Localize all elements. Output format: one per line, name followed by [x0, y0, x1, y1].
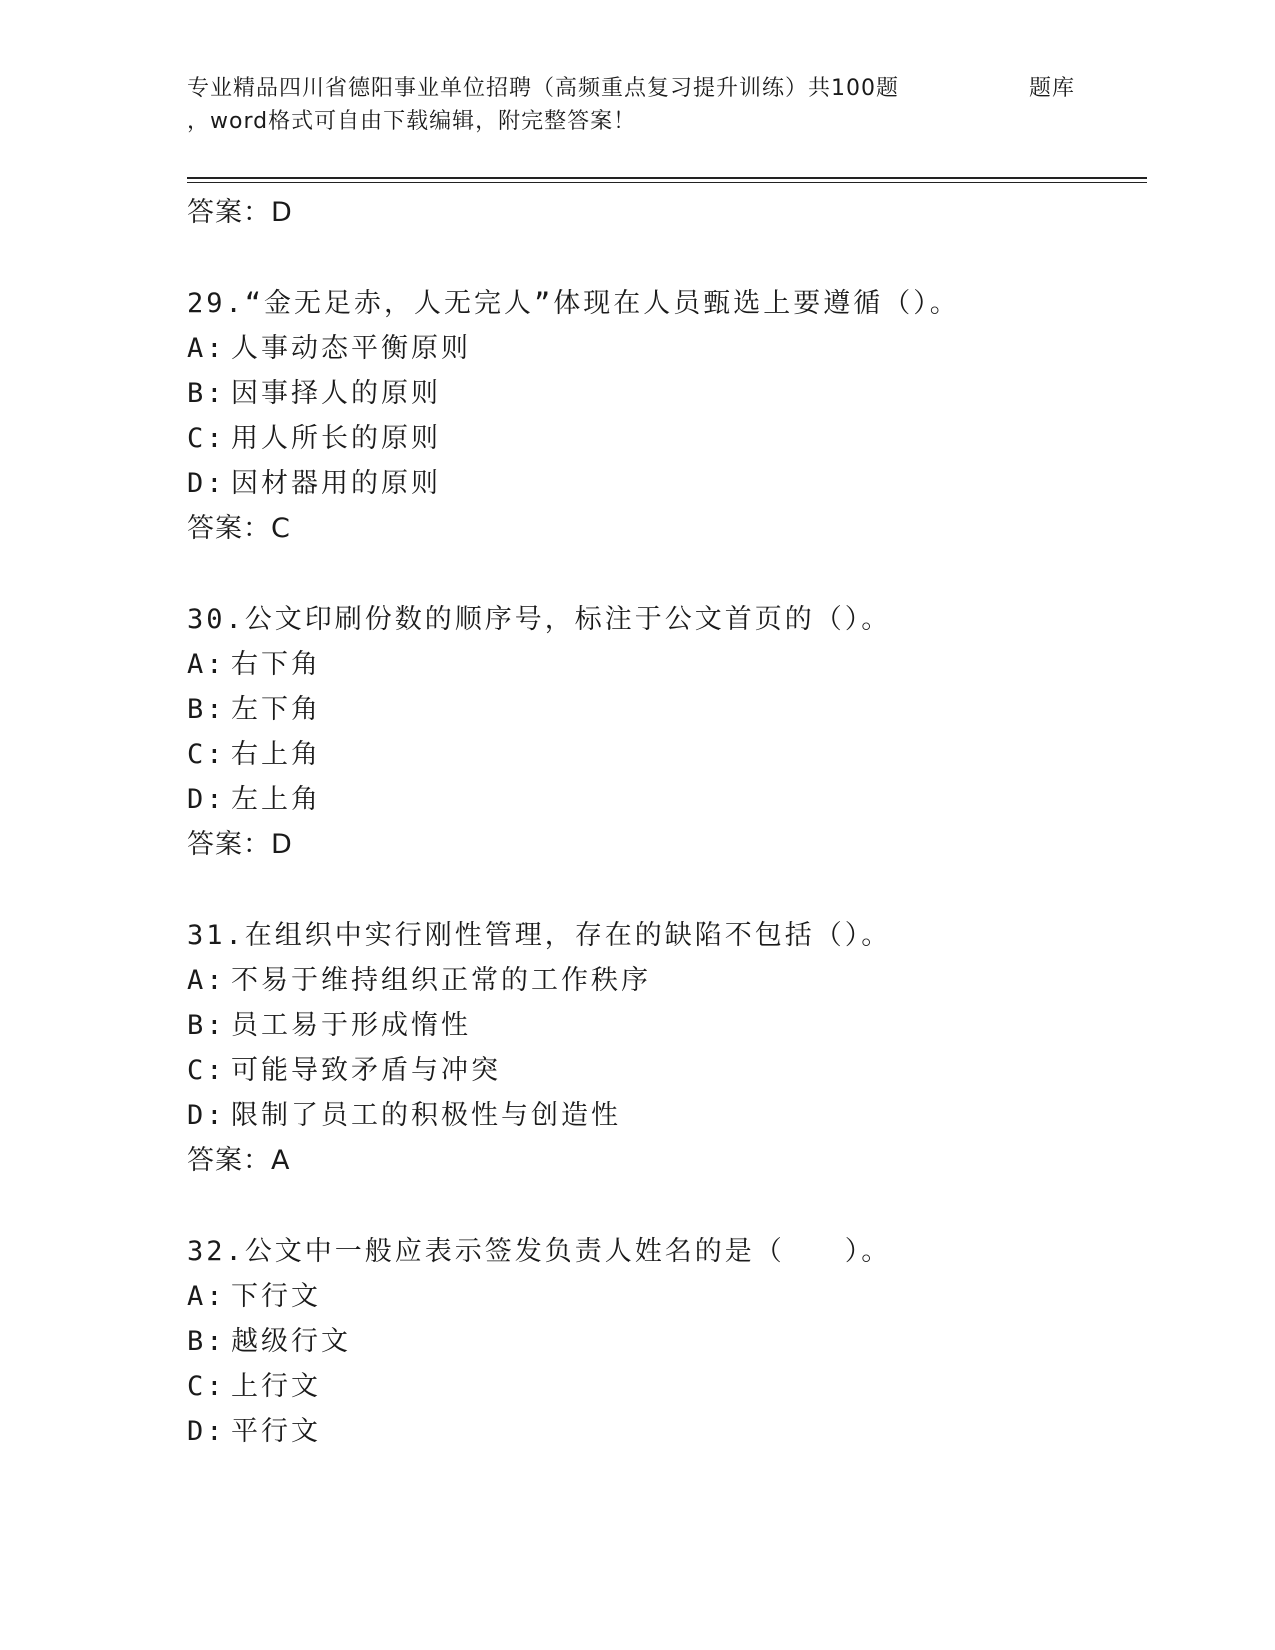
option-letter: D:	[187, 1416, 226, 1447]
question-stem: 32.公文中一般应表示签发负责人姓名的是（ ）。	[187, 1236, 892, 1267]
question-list	[187, 190, 1147, 1454]
option-b	[187, 1003, 1147, 1048]
option-letter: D:	[187, 784, 226, 815]
option-text: 员工易于形成惰性	[231, 1010, 471, 1041]
option-text: 因事择人的原则	[231, 378, 441, 409]
option-b	[187, 1319, 1147, 1364]
option-letter: B:	[187, 1010, 226, 1041]
option-letter: A:	[187, 333, 226, 364]
header-title-line: 专业精品四川省德阳事业单位招聘（高频重点复习提升训练）共100题	[187, 76, 899, 101]
option-d	[187, 1409, 1147, 1454]
option-letter: C:	[187, 423, 226, 454]
option-c	[187, 732, 1147, 777]
question-stem: 29.“金无足赤，人无完人”体现在人员甄选上要遵循（）。	[187, 288, 960, 319]
answer-line: 答案：D	[187, 829, 293, 860]
option-letter: B:	[187, 694, 226, 725]
option-letter: C:	[187, 739, 226, 770]
option-c	[187, 1364, 1147, 1409]
option-letter: D:	[187, 1100, 226, 1131]
option-a	[187, 958, 1147, 1003]
option-text: 左下角	[231, 694, 321, 725]
option-b	[187, 371, 1147, 416]
option-text: 可能导致矛盾与冲突	[231, 1055, 501, 1086]
option-d	[187, 777, 1147, 822]
option-a	[187, 326, 1147, 371]
option-letter: D:	[187, 468, 226, 499]
answer-line: 答案：C	[187, 513, 291, 544]
option-b	[187, 687, 1147, 732]
option-text: 左上角	[231, 784, 321, 815]
option-letter: B:	[187, 378, 226, 409]
option-c	[187, 416, 1147, 461]
option-text: 用人所长的原则	[231, 423, 441, 454]
option-letter: B:	[187, 1326, 226, 1357]
option-text: 上行文	[231, 1371, 321, 1402]
option-letter: A:	[187, 649, 226, 680]
option-text: 人事动态平衡原则	[231, 333, 471, 364]
option-text: 平行文	[231, 1416, 321, 1447]
option-text: 右下角	[231, 649, 321, 680]
option-text: 下行文	[231, 1281, 321, 1312]
option-letter: A:	[187, 965, 226, 996]
answer-line: 答案：D	[187, 197, 293, 228]
option-a	[187, 642, 1147, 687]
option-text: 右上角	[231, 739, 321, 770]
option-text: 限制了员工的积极性与创造性	[231, 1100, 621, 1131]
option-letter: C:	[187, 1371, 226, 1402]
option-text: 越级行文	[231, 1326, 351, 1357]
page-header	[187, 72, 1147, 138]
option-text: 因材器用的原则	[231, 468, 441, 499]
option-letter: A:	[187, 1281, 226, 1312]
option-d	[187, 1093, 1147, 1138]
header-tag: 题库	[1029, 76, 1076, 101]
header-subtitle-line: ，word格式可自由下载编辑，附完整答案！	[187, 109, 637, 134]
question-stem: 31.在组织中实行刚性管理，存在的缺陷不包括（）。	[187, 920, 892, 951]
question-stem: 30.公文印刷份数的顺序号，标注于公文首页的（）。	[187, 604, 892, 635]
option-c	[187, 1048, 1147, 1093]
option-letter: C:	[187, 1055, 226, 1086]
option-text: 不易于维持组织正常的工作秩序	[231, 965, 651, 996]
option-a	[187, 1274, 1147, 1319]
header-divider	[187, 177, 1147, 183]
option-d	[187, 461, 1147, 506]
answer-line: 答案：A	[187, 1145, 291, 1176]
